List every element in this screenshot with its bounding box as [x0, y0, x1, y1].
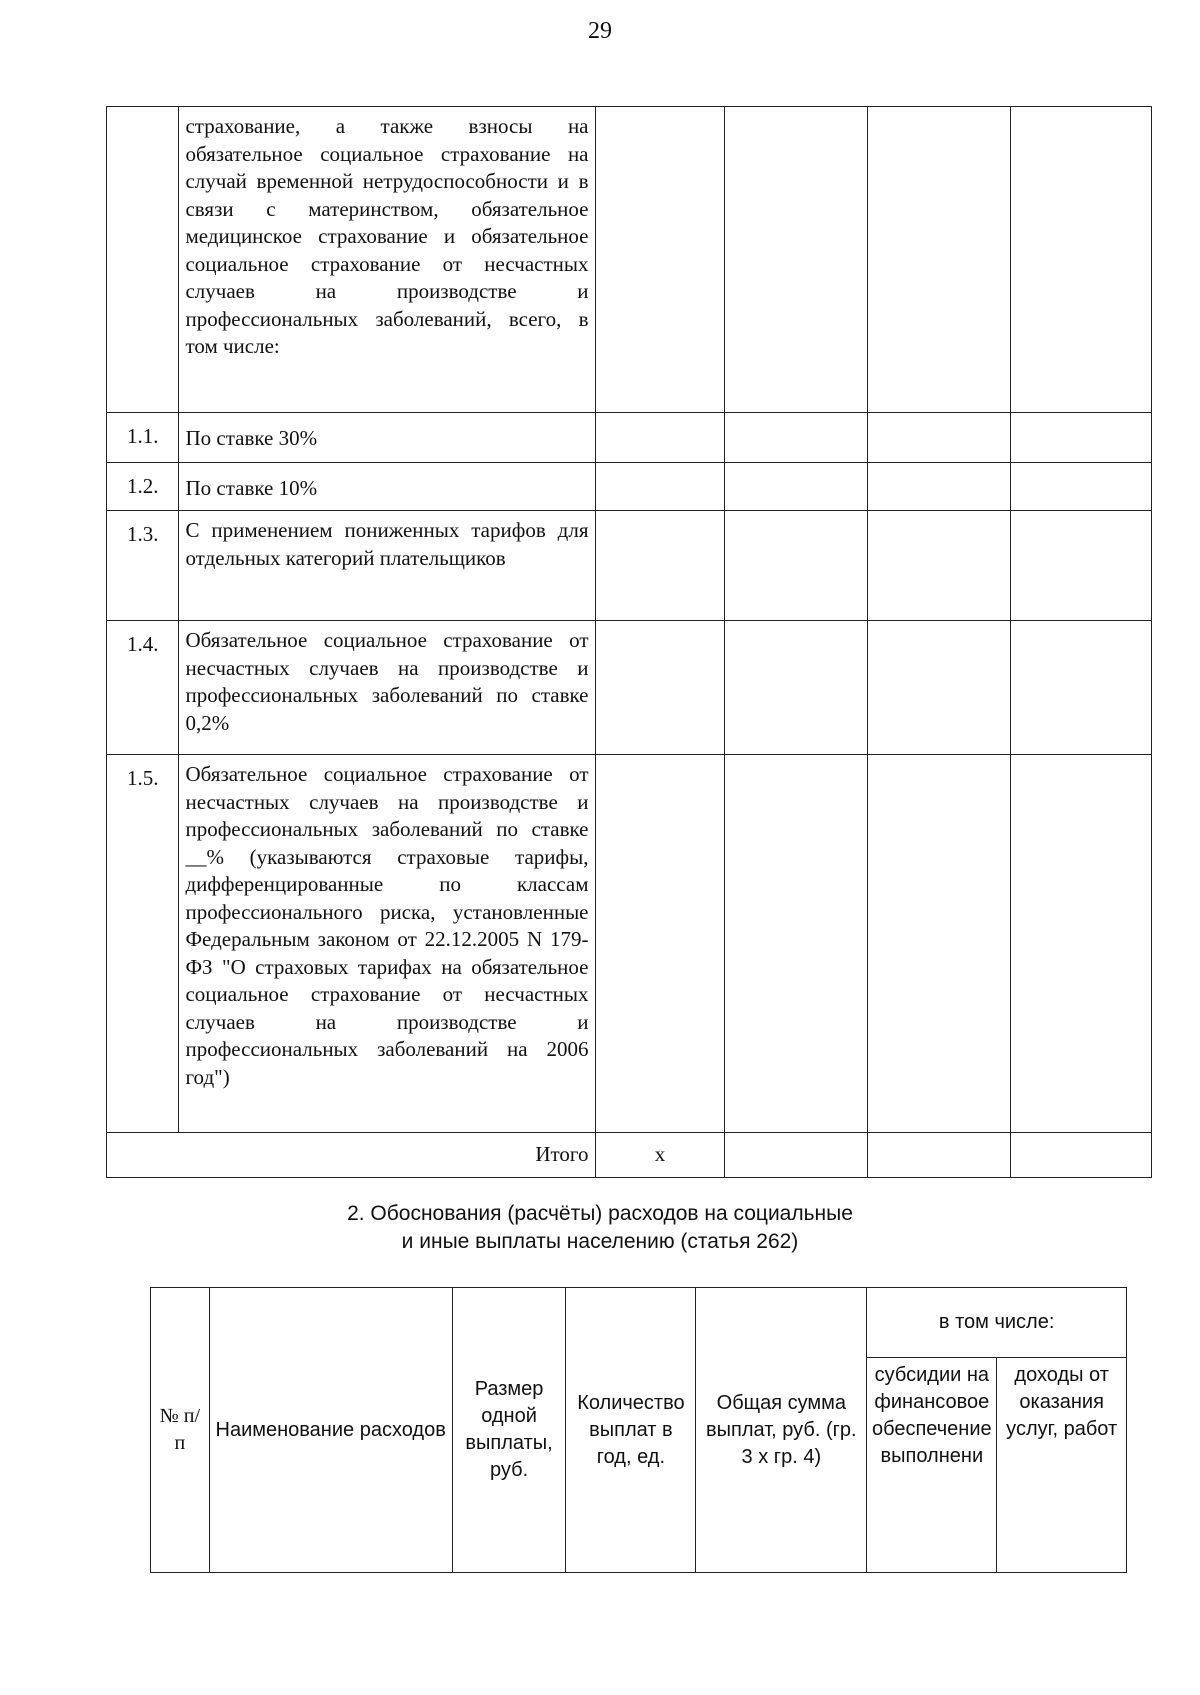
- header-income: доходы от оказания услуг, работ: [997, 1358, 1127, 1573]
- section-heading-line: и иные выплаты населению (статья 262): [401, 1230, 799, 1253]
- value-cell: [595, 413, 725, 463]
- value-cell: [867, 511, 1010, 621]
- value-cell: [595, 463, 725, 511]
- section-heading: [0, 1200, 1200, 1256]
- value-cell: [725, 755, 868, 1133]
- header-total: Общая сумма выплат, руб. (гр. 3 x гр. 4): [696, 1288, 867, 1573]
- value-cell: [725, 463, 868, 511]
- row-number: 1.1.: [107, 413, 179, 463]
- total-mark: x: [595, 1133, 725, 1178]
- header-count: Количество выплат в год, ед.: [566, 1288, 696, 1573]
- total-label: Итого: [107, 1133, 596, 1178]
- value-cell: [867, 1133, 1010, 1178]
- header-row: [151, 1288, 1127, 1358]
- row-text: Обязательное социальное страхование от несчастных случаев на производстве и профессиональных заболеваний по ставке 0,2%: [179, 621, 595, 755]
- row-number: [107, 107, 179, 413]
- header-name: Наименование расходов: [209, 1288, 452, 1573]
- value-cell: [867, 621, 1010, 755]
- table-row: [107, 413, 1152, 463]
- value-cell: [725, 1133, 868, 1178]
- value-cell: [725, 413, 868, 463]
- row-text: По ставке 10%: [179, 463, 595, 511]
- row-number: 1.5.: [107, 755, 179, 1133]
- value-cell: [1011, 463, 1152, 511]
- header-num: № п/п: [151, 1288, 210, 1573]
- row-text: С применением пониженных тарифов для отдельных категорий плательщиков: [179, 511, 595, 621]
- header-size: Размер одной выплаты, руб.: [452, 1288, 566, 1573]
- row-text: По ставке 30%: [179, 413, 595, 463]
- table-row: [107, 511, 1152, 621]
- header-including: в том числе:: [867, 1288, 1127, 1358]
- value-cell: [595, 755, 725, 1133]
- value-cell: [725, 107, 868, 413]
- value-cell: [1011, 1133, 1152, 1178]
- value-cell: [867, 755, 1010, 1133]
- insurance-contributions-table: [106, 106, 1152, 1178]
- table-row: [107, 107, 1152, 413]
- row-text: Обязательное социальное страхование от несчастных случаев на производстве и профессиональных заболеваний по ставке __% (указываются страховые тарифы, дифференцированные по классам профессионального риска, установленные Федеральным законом от 22.12.2005 N 179-ФЗ "О страховых тарифах на обязательное социальное страхование от несчастных случаев на производстве и профессиональных заболеваний на 2006 год"): [179, 755, 595, 1133]
- header-subsidy: субсидии на финансовое обеспечение выполнени: [867, 1358, 997, 1573]
- value-cell: [595, 107, 725, 413]
- social-payments-table: [150, 1287, 1127, 1573]
- row-number: 1.4.: [107, 621, 179, 755]
- row-text: страхование, а также взносы на обязательное социальное страхование на случай временной нетрудоспособности и в связи с материнством, обязательное медицинское страхование и обязательное социальное страхование от несчастных случаев на производстве и профессиональных заболеваний, всего, в том числе:: [179, 107, 595, 413]
- table-row: [107, 621, 1152, 755]
- value-cell: [595, 621, 725, 755]
- total-row: [107, 1133, 1152, 1178]
- row-number: 1.2.: [107, 463, 179, 511]
- value-cell: [867, 413, 1010, 463]
- value-cell: [1011, 621, 1152, 755]
- section-heading-line: 2. Обоснования (расчёты) расходов на социальные: [347, 1202, 853, 1225]
- value-cell: [1011, 511, 1152, 621]
- row-number: 1.3.: [107, 511, 179, 621]
- table-row: [107, 755, 1152, 1133]
- value-cell: [725, 621, 868, 755]
- value-cell: [1011, 413, 1152, 463]
- page-number: 29: [588, 18, 612, 44]
- value-cell: [1011, 107, 1152, 413]
- value-cell: [867, 107, 1010, 413]
- value-cell: [1011, 755, 1152, 1133]
- value-cell: [725, 511, 868, 621]
- table-row: [107, 463, 1152, 511]
- value-cell: [867, 463, 1010, 511]
- value-cell: [595, 511, 725, 621]
